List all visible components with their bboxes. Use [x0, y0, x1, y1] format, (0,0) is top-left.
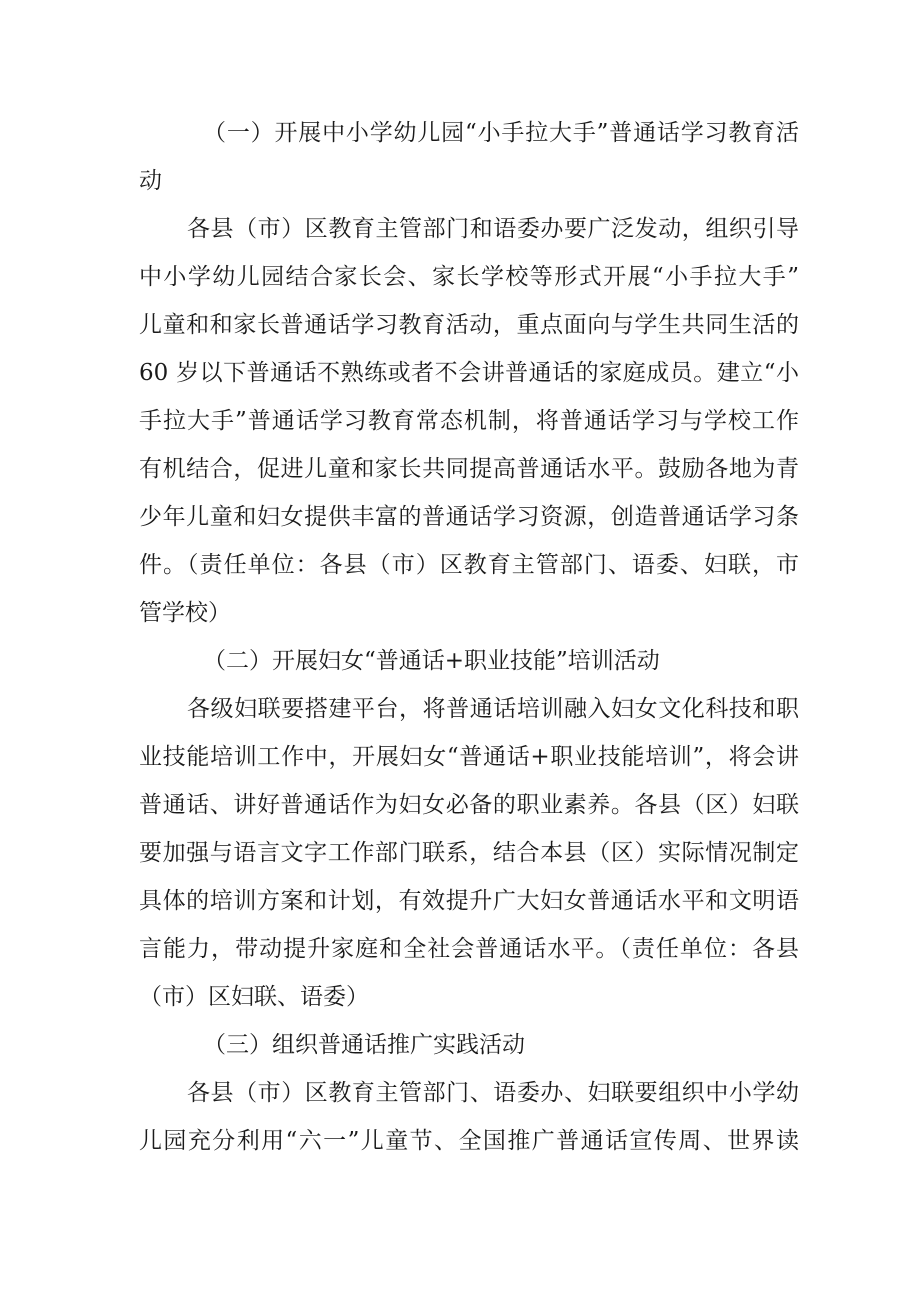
section-1-body-line-5: 手拉大手”普通话学习教育常态机制，将普通话学习与学校工作	[139, 408, 799, 434]
section-1-body-line-9: 管学校）	[139, 600, 231, 626]
section-1-heading-line-1: （一）开展中小学幼儿园“小手拉大手”普通话学习教育活	[203, 120, 799, 146]
section-1-heading-line-2: 动	[139, 168, 162, 194]
section-1-body-line-8: 件。（责任单位：各县（市）区教育主管部门、语委、妇联，市	[139, 552, 799, 578]
section-1-body-line-3: 儿童和和家长普通话学习教育活动，重点面向与学生共同生活的	[139, 312, 799, 338]
section-2-body-line-1: 各级妇联要搭建平台，将普通话培训融入妇女文化科技和职	[187, 696, 799, 722]
section-2-body-line-4: 要加强与语言文字工作部门联系，结合本县（区）实际情况制定	[139, 840, 799, 866]
section-2-body-line-5: 具体的培训方案和计划，有效提升广大妇女普通话水平和文明语	[139, 888, 799, 914]
section-1-body-line-1: 各县（市）区教育主管部门和语委办要广泛发动，组织引导	[187, 216, 799, 242]
section-2-body-line-3: 普通话、讲好普通话作为妇女必备的职业素养。各县（区）妇联	[139, 792, 799, 818]
section-2-heading: （二）开展妇女“普通话+职业技能”培训活动	[203, 648, 660, 674]
section-2-body-line-6: 言能力，带动提升家庭和全社会普通话水平。（责任单位：各县	[139, 936, 799, 962]
section-1-body-line-2: 中小学幼儿园结合家长会、家长学校等形式开展“小手拉大手”	[139, 264, 799, 290]
section-2-body-line-2: 业技能培训工作中，开展妇女“普通话+职业技能培训”，将会讲	[139, 744, 799, 770]
section-3-heading: （三）组织普通话推广实践活动	[203, 1032, 525, 1058]
section-1-body-line-6: 有机结合，促进儿童和家长共同提高普通话水平。鼓励各地为青	[139, 456, 799, 482]
section-3-body-line-1: 各县（市）区教育主管部门、语委办、妇联要组织中小学幼	[187, 1080, 799, 1106]
section-1-body-line-7: 少年儿童和妇女提供丰富的普通话学习资源，创造普通话学习条	[139, 504, 799, 530]
section-2-body-line-7: （市）区妇联、语委）	[139, 984, 369, 1010]
section-3-body-line-2: 儿园充分利用“六一”儿童节、全国推广普通话宣传周、世界读	[139, 1128, 799, 1154]
section-1-body-line-4: 60 岁以下普通话不熟练或者不会讲普通话的家庭成员。建立“小	[139, 360, 799, 386]
